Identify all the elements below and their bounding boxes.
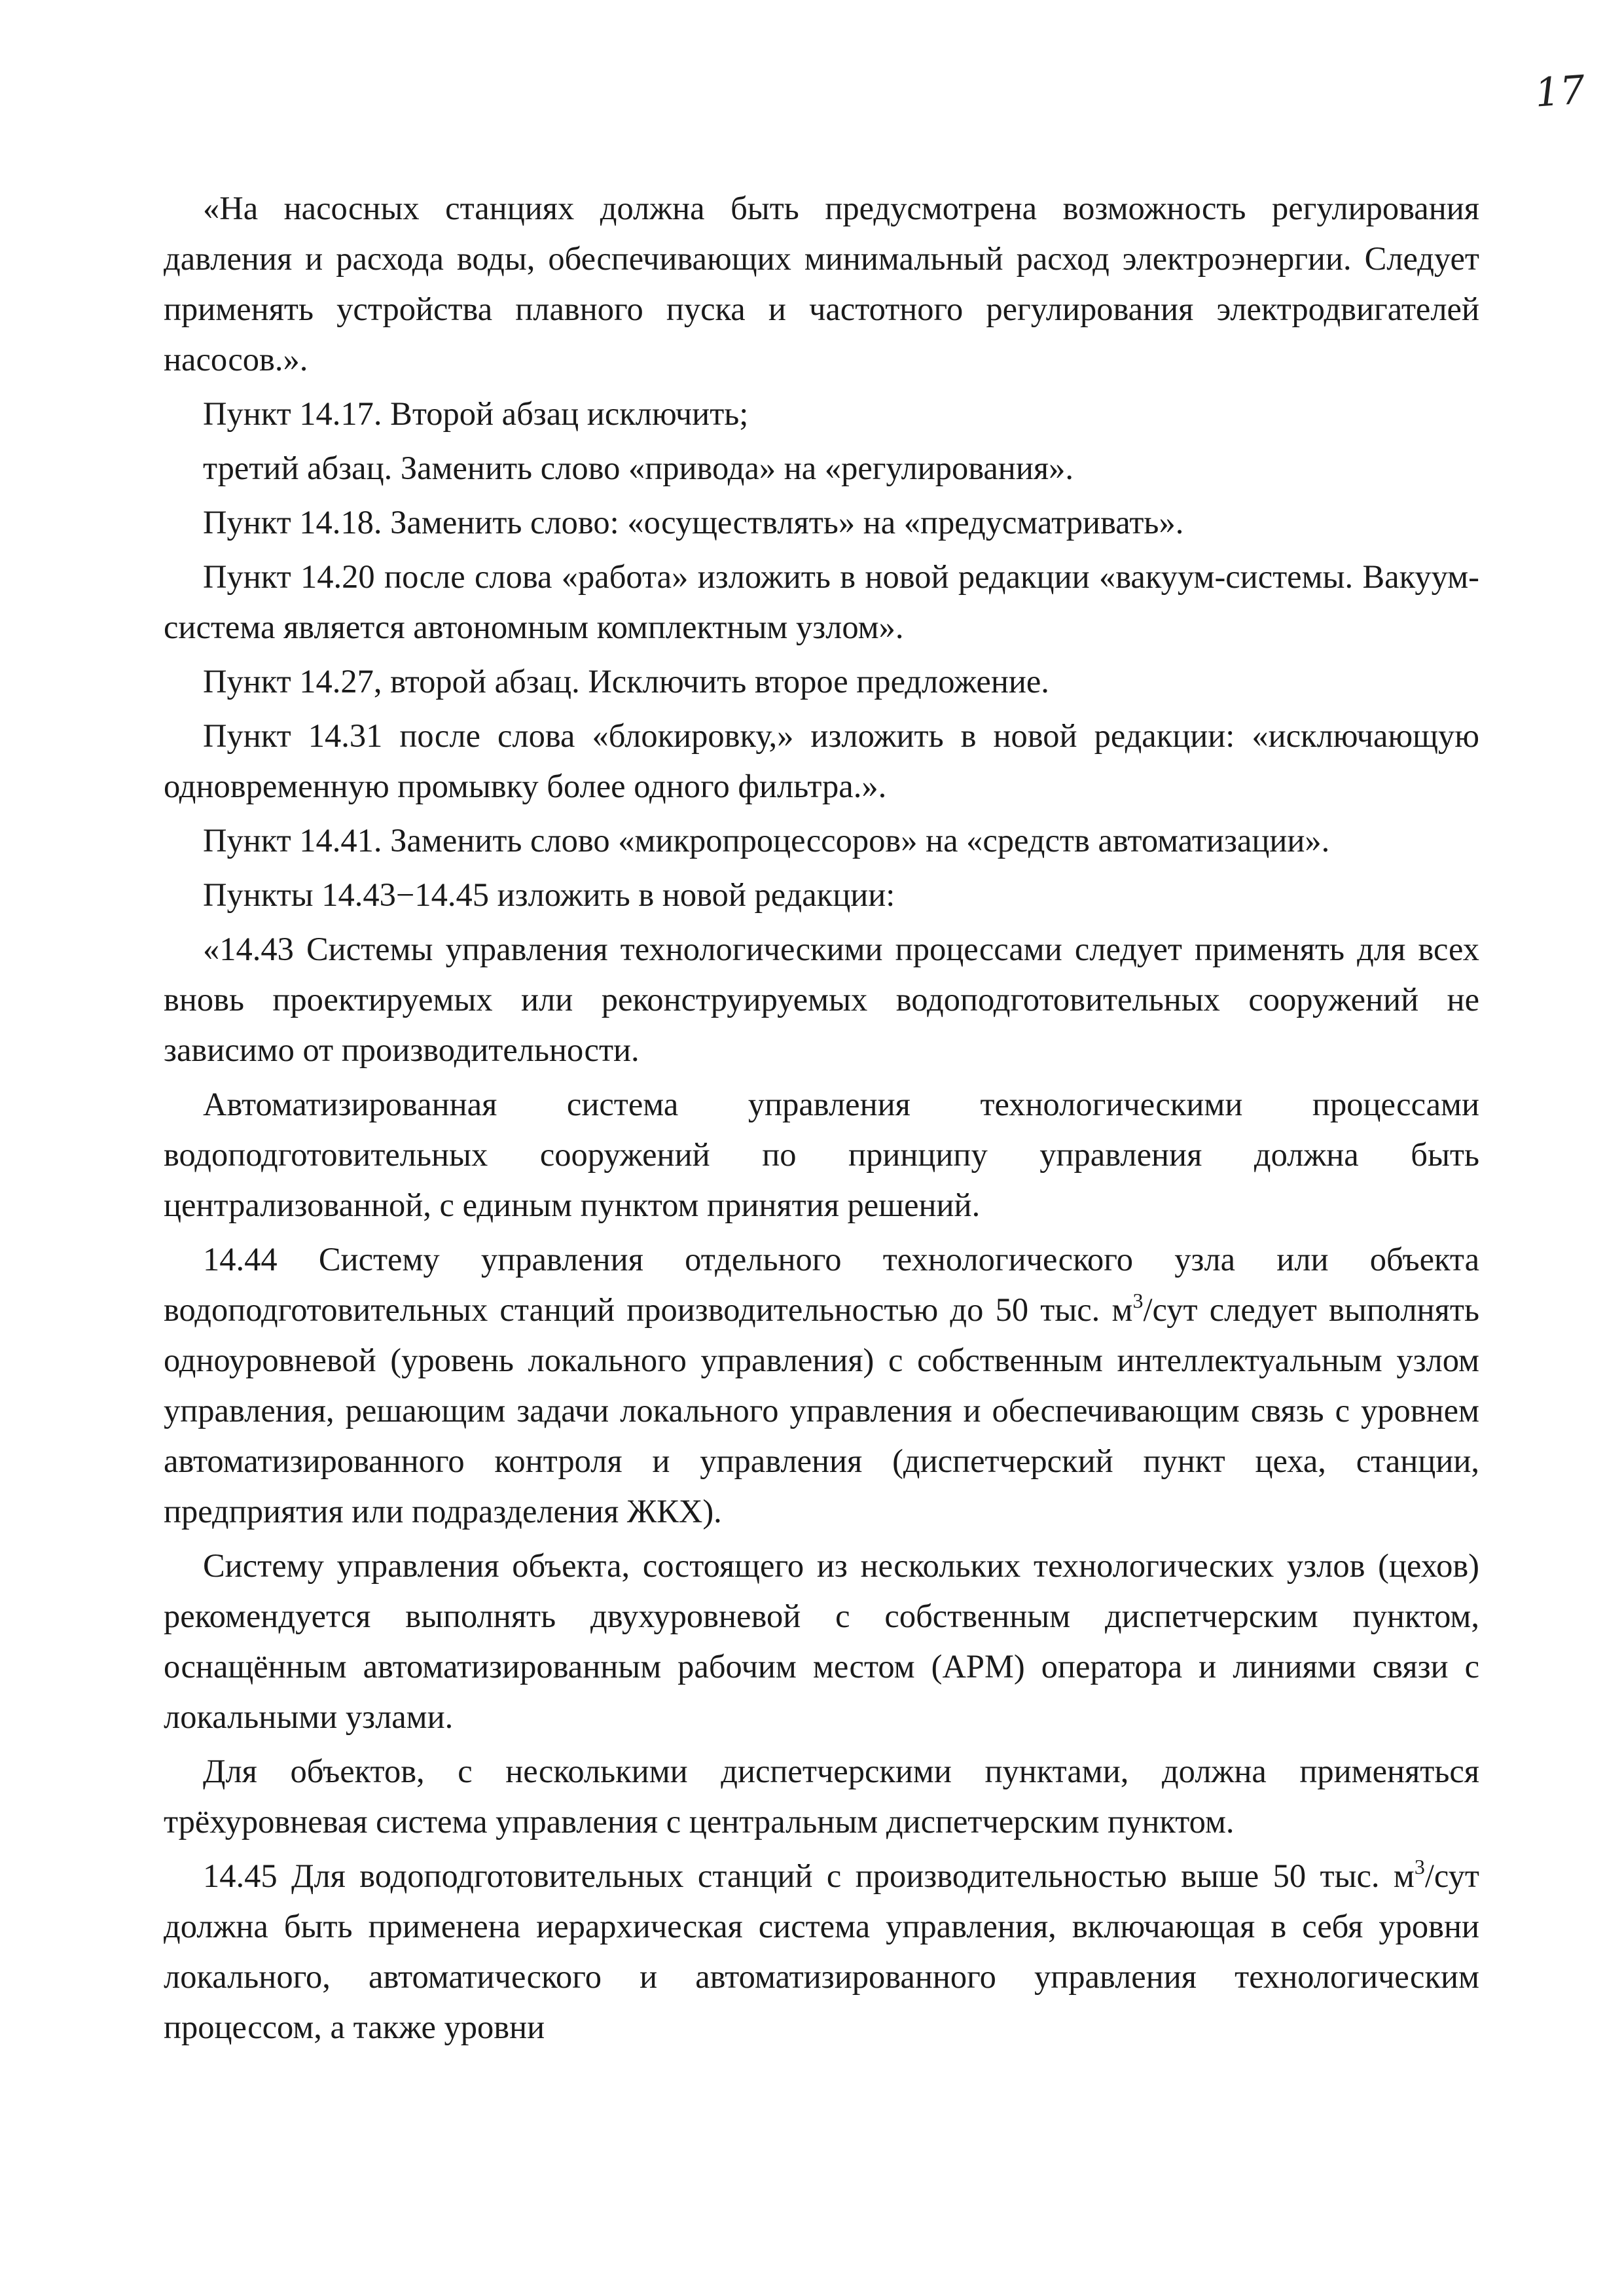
paragraph — [164, 1234, 1479, 1537]
document-body — [164, 183, 1479, 2053]
paragraph-text: 14.44 Систему управления отдельного технологического узла или объекта водоподготовительных станций производительностью до 50 тыс. м — [164, 1241, 1479, 1328]
superscript: 3 — [1132, 1289, 1144, 1313]
paragraph: Автоматизированная система управления технологическими процессами водоподготовительных сооружений по принципу управления должна быть централизованной, с единым пунктом принятия решений. — [164, 1086, 1479, 1223]
paragraph: Для объектов, с несколькими диспетчерскими пунктами, должна применяться трёхуровневая система управления с центральным диспетчерским пунктом. — [164, 1753, 1479, 1840]
paragraph: Пункт 14.41. Заменить слово «микропроцессоров» на «средств автоматизации». — [203, 822, 1330, 859]
paragraph — [164, 1851, 1479, 2053]
paragraph: Пункт 14.18. Заменить слово: «осуществлять» на «предусматривать». — [203, 504, 1184, 541]
paragraph-text: 14.45 Для водоподготовительных станций с производительностью выше 50 тыс. м — [203, 1857, 1415, 1894]
paragraph: Пункт 14.27, второй абзац. Исключить второе предложение. — [203, 663, 1049, 700]
page-number: 17 — [1533, 67, 1587, 117]
paragraph: третий абзац. Заменить слово «привода» на «регулирования». — [203, 450, 1074, 486]
paragraph: Пункты 14.43−14.45 изложить в новой редакции: — [203, 876, 895, 913]
paragraph-text: /сут должна быть применена иерархическая система управления, включающая в себя уровни локального, автоматического и автоматизированного управления технологическим процессом, а также уровни — [164, 1857, 1479, 2045]
paragraph-text: /сут следует выполнять одноуровневой (уровень локального управления) с собственным интеллектуальным узлом управления, решающим задачи локального управления и обеспечивающим связь с уровнем автоматизированного контроля и управления (диспетчерский пункт цеха, станции, предприятия или подразделения ЖКХ). — [164, 1291, 1479, 1530]
paragraph: Пункт 14.20 после слова «работа» изложить в новой редакции «вакуум-системы. Вакуум-система является автономным комплектным узлом». — [164, 558, 1479, 645]
superscript: 3 — [1414, 1855, 1425, 1879]
paragraph: «На насосных станциях должна быть предусмотрена возможность регулирования давления и расхода воды, обеспечивающих минимальный расход электроэнергии. Следует применять устройства плавного пуска и частотного регулирования электродвигателей насосов.». — [164, 190, 1479, 378]
paragraph: Систему управления объекта, состоящего из нескольких технологических узлов (цехов) рекомендуется выполнять двухуровневой с собственным диспетчерским пунктом, оснащённым автоматизированным рабочим местом (АРМ) оператора и линиями связи с локальными узлами. — [164, 1547, 1479, 1735]
paragraph: «14.43 Системы управления технологическими процессами следует применять для всех вновь проектируемых или реконструируемых водоподготовительных сооружений не зависимо от производительности. — [164, 931, 1479, 1068]
paragraph: Пункт 14.31 после слова «блокировку,» изложить в новой редакции: «исключающую одновременную промывку более одного фильтра.». — [164, 717, 1479, 804]
paragraph: Пункт 14.17. Второй абзац исключить; — [203, 395, 749, 432]
